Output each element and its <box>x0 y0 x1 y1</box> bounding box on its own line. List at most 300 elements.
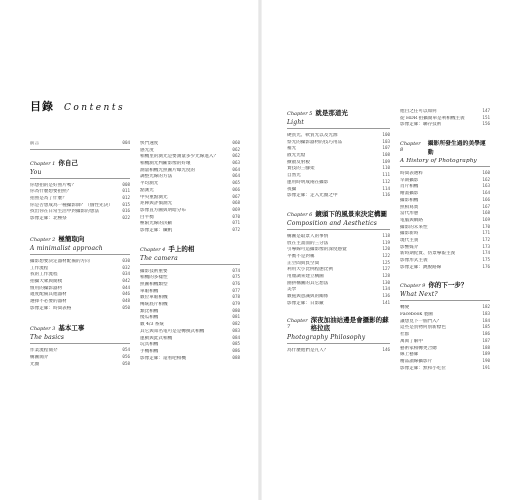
divider <box>287 343 390 344</box>
toc-entry <box>400 324 490 331</box>
toc-entry <box>400 237 490 244</box>
toc-entry-title: 攝影技術重要 <box>140 268 168 274</box>
toc-entry <box>140 173 240 180</box>
toc-entry-page: 067 <box>232 193 240 199</box>
toc-entry-title: 構圖是取景人的事情 <box>287 233 329 239</box>
toc-entry <box>400 304 490 311</box>
toc-entry-page: 188 <box>482 344 490 350</box>
toc-entry <box>400 331 490 338</box>
chapter-2-heading <box>30 234 130 243</box>
toc-entry <box>140 328 240 335</box>
toc-entry-title: 時間表選粹 <box>400 171 423 177</box>
divider <box>30 343 130 344</box>
chapter-6 <box>287 209 390 307</box>
toc-entry-page: 050 <box>122 304 130 310</box>
contents-heading <box>30 98 125 114</box>
chapter-label: Chapter 9 <box>400 283 426 290</box>
chapter-title: 鏡頭下的風景來決定構圖 <box>315 209 387 218</box>
chapter-subtitle: You <box>30 168 42 176</box>
toc-entry-title: 藝術家相轉更合總 <box>400 345 437 351</box>
toc-entry <box>140 140 240 147</box>
chapter-3-entries <box>30 347 130 367</box>
toc-entry-title: 攝影想要決定器材配備的方向 <box>30 258 90 264</box>
toc-entry-title: 照相寫實 <box>400 204 419 210</box>
toc-entry <box>287 165 390 172</box>
toc-entry-page: 078 <box>232 294 240 300</box>
toc-entry <box>140 187 240 194</box>
toc-entry-title: 相機里的測光是要測量多少光線進入？ <box>140 154 219 160</box>
toc-entry-page: 141 <box>382 299 390 305</box>
toc-entry <box>140 301 240 308</box>
toc-entry-page: 183 <box>482 311 490 317</box>
toc-entry <box>400 170 490 177</box>
toc-entry-title: 拍照是為了什麼？ <box>30 196 67 202</box>
toc-entry-page: 164 <box>482 190 490 196</box>
toc-entry-title: 影像走廊：跳脫路線 <box>400 264 442 270</box>
toc-entry-page: 184 <box>482 317 490 323</box>
chapter-title: 手上的相 <box>168 244 195 253</box>
chapter-label: Chapter 8 <box>400 141 421 154</box>
toc-entry-title: 選擇不必要的器材 <box>30 298 67 304</box>
toc-entry-title: 繪畫攝影 <box>400 191 419 197</box>
toc-entry <box>140 167 240 174</box>
toc-entry-title: 你想拍的是好照片嗎？ <box>30 182 76 188</box>
toc-entry-title: 線上藝廊 <box>400 352 419 358</box>
toc-entry <box>30 258 130 265</box>
chapter-1-entries <box>30 182 130 222</box>
toc-entry-title: 中央重點測光 <box>140 194 168 200</box>
toc-entry <box>30 140 130 147</box>
toc-group-preface <box>30 140 130 147</box>
chapter-label: Chapter 1 <box>30 160 56 167</box>
divider <box>400 300 490 301</box>
chapter-3-heading <box>30 323 130 332</box>
toc-entry <box>140 207 240 214</box>
toc-entry-title: 電腦與網路 <box>400 217 423 223</box>
chapter-label: Chapter 3 <box>30 326 56 333</box>
toc-entry-title: 當代形態 <box>400 211 419 217</box>
toc-entry-page: 069 <box>232 206 240 212</box>
toc-entry-page: 185 <box>482 324 490 330</box>
toc-entry <box>287 286 390 293</box>
chapter-8-heading <box>400 138 490 156</box>
chapter-5-heading <box>287 108 390 117</box>
toc-entry-title: 快門速度 <box>140 141 159 146</box>
toc-entry <box>287 145 390 152</box>
toc-entry-page: 110 <box>382 165 390 171</box>
toc-entry-page: 015 <box>122 201 130 207</box>
chapter-8 <box>400 138 490 270</box>
toc-entry <box>287 159 390 166</box>
toc-entry-title: 影像走廊：時間表格 <box>30 305 72 311</box>
toc-entry-title: 相機測光判斷影像的好壞 <box>140 161 191 167</box>
toc-entry <box>30 354 130 361</box>
toc-entry-title: 玩具相機 <box>140 342 159 348</box>
toc-entry-page: 128 <box>382 273 390 278</box>
toc-entry-title: 矩陣與評價測光 <box>140 201 173 207</box>
contents-title-en: Contents <box>64 103 126 113</box>
toc-entry-page: 174 <box>482 250 490 256</box>
toc-entry-page: 046 <box>122 291 130 297</box>
toc-entry-page: 120 <box>382 246 390 252</box>
toc-column-3 <box>287 108 390 354</box>
toc-entry-page: 081 <box>232 314 240 320</box>
toc-entry <box>287 192 390 199</box>
toc-entry-page: 064 <box>232 166 240 172</box>
toc-entry <box>400 351 490 358</box>
toc-entry-page: 136 <box>382 293 390 299</box>
chapter-title: 你自己 <box>58 158 78 167</box>
toc-entry-title: 作業流程簡介 <box>30 348 58 354</box>
toc-entry-page: 044 <box>122 284 130 290</box>
toc-entry <box>400 204 490 211</box>
toc-entry-title: 工作流程 <box>30 265 49 271</box>
toc-entry <box>140 335 240 342</box>
toc-entry <box>287 233 390 240</box>
toc-entry <box>30 361 130 368</box>
toc-entry-title: 轉變 <box>400 305 410 311</box>
toc-entry-page: 074 <box>232 267 240 273</box>
chapter-9-heading <box>400 280 490 289</box>
chapter-subtitle: Composition and Aesthetics <box>287 219 378 227</box>
toc-entry-title: 構圖簡介 <box>30 355 49 360</box>
toc-entry-title: 影像走廊：無和小吃位 <box>400 365 446 371</box>
toc-entry-title: 類比相機 <box>140 308 159 314</box>
toc-entry-page: 169 <box>482 216 490 222</box>
contents-title-cn: 目錄 <box>30 100 54 113</box>
toc-entry <box>287 253 390 260</box>
toc-entry-title: 為什麼他們是凡人？ <box>287 348 329 354</box>
toc-entry-title: Facebook 製圖 <box>400 312 433 318</box>
toc-entry <box>400 210 490 217</box>
toc-entry-page: 062 <box>232 146 240 152</box>
toc-entry-title: 點測光 <box>140 187 154 193</box>
toc-entry <box>400 318 490 325</box>
toc-entry-title: 用顏調來建立構圖 <box>287 274 324 279</box>
toc-entry-page: 075 <box>232 274 240 280</box>
toc-entry <box>140 147 240 154</box>
toc-entry-page: 189 <box>482 351 490 357</box>
toc-entry-page: 034 <box>122 271 130 277</box>
toc-entry-page: 125 <box>382 259 390 265</box>
chapter-3-entries-continued <box>140 140 240 234</box>
chapter-4-entries <box>140 268 240 362</box>
divider <box>30 149 130 150</box>
toc-entry-title: 影像直方圖與明暗分布 <box>140 207 186 213</box>
toc-entry <box>400 197 490 204</box>
toc-entry-page: 022 <box>122 215 130 221</box>
toc-entry <box>287 179 390 186</box>
toc-entry <box>30 298 130 305</box>
chapter-1 <box>30 158 130 222</box>
toc-entry-title: 影像走廊：聯存技術 <box>400 122 442 128</box>
toc-entry-title: 攝影相機 <box>400 197 419 203</box>
toc-entry-title: 照圖相機類型 <box>140 282 168 287</box>
toc-entry <box>140 348 240 355</box>
toc-entry-page: 083 <box>232 327 240 333</box>
toc-column-2 <box>140 140 240 361</box>
toc-entry-title: 早期攝影 <box>400 177 419 183</box>
divider <box>140 264 240 265</box>
toc-entry <box>287 347 390 354</box>
toc-entry <box>287 132 390 139</box>
toc-entry <box>400 217 490 224</box>
toc-entry <box>30 182 130 189</box>
toc-entry <box>400 190 490 197</box>
toc-entry <box>400 338 490 345</box>
toc-entry-title: 我的工作流程 <box>30 272 58 278</box>
toc-entry-page: 186 <box>482 331 490 337</box>
toc-entry-title: 影像走廊：日影廠 <box>287 300 324 306</box>
toc-entry <box>400 121 490 128</box>
toc-entry-page: 176 <box>482 263 490 269</box>
toc-entry-page: 172 <box>482 236 490 242</box>
toc-entry <box>30 347 130 354</box>
toc-entry <box>140 308 240 315</box>
toc-entry <box>140 194 240 201</box>
toc-entry-title: 讓想見下一個門入？ <box>400 318 442 324</box>
toc-entry-page: 103 <box>382 138 390 144</box>
toc-entry <box>30 305 130 312</box>
toc-entry-page: 156 <box>482 121 490 127</box>
toc-entry <box>140 281 240 288</box>
toc-entry <box>400 358 490 365</box>
toc-entry-title: 擴散反射板 <box>287 159 310 165</box>
toc-entry-title: 單眼相機 <box>140 288 159 294</box>
toc-entry <box>140 314 240 321</box>
toc-entry-title: 感光度 <box>140 147 154 153</box>
toc-entry <box>287 280 390 287</box>
toc-entry <box>400 183 490 190</box>
toc-entry-title: 肖片相機 <box>400 184 419 190</box>
toc-entry <box>140 153 240 160</box>
toc-entry-page: 072 <box>232 226 240 232</box>
chapter-8-entries <box>400 170 490 270</box>
chapter-9-entries <box>400 304 490 371</box>
toc-column-1 <box>30 140 130 367</box>
toc-entry-page: 108 <box>382 152 390 158</box>
chapter-4 <box>140 244 240 362</box>
toc-entry-page: 130 <box>382 279 390 285</box>
toc-entry <box>140 220 240 227</box>
toc-entry-title: 社群 <box>400 332 410 338</box>
toc-entry <box>140 227 240 234</box>
toc-entry <box>400 244 490 251</box>
divider <box>400 166 490 167</box>
divider <box>30 178 130 179</box>
chapter-title: 就是那道光 <box>315 109 348 117</box>
toc-entry-title: 你為什麼想要拍照？ <box>30 189 72 195</box>
toc-entry <box>287 300 390 307</box>
divider <box>30 254 130 255</box>
toc-entry <box>287 266 390 273</box>
toc-entry-title: 精品讀線攝影片 <box>400 358 433 364</box>
chapter-5 <box>287 108 390 199</box>
toc-entry-page: 116 <box>382 192 390 198</box>
chapter-1-heading <box>30 158 130 167</box>
toc-entry-title: 白平衡 <box>140 214 154 220</box>
chapter-title: 基本工事 <box>58 324 85 333</box>
toc-entry-page: 147 <box>482 108 490 113</box>
toc-entry-title: 放在主畫面的三分法 <box>287 240 329 246</box>
toc-entry-page: 175 <box>482 257 490 262</box>
toc-entry-page: 182 <box>482 304 490 310</box>
chapter-subtitle: What Next? <box>400 291 438 299</box>
toc-entry-title: 自然光 <box>287 173 301 179</box>
toc-entry <box>400 311 490 318</box>
toc-entry-page: 166 <box>482 196 490 202</box>
toc-column-4 <box>400 108 490 371</box>
toc-entry-page: 114 <box>382 185 390 191</box>
chapter-subtitle: The camera <box>140 254 178 262</box>
toc-entry-title: 引導線可造攝影像的深度感覺 <box>287 247 347 253</box>
toc-entry <box>140 180 240 187</box>
book-fold <box>258 0 262 500</box>
toc-entry <box>140 294 240 301</box>
toc-entry-page: 048 <box>122 297 130 303</box>
toc-entry-title: 補光 <box>287 146 297 152</box>
toc-entry-title: 調整光線的方法 <box>140 174 173 180</box>
toc-entry-page: 151 <box>482 114 490 120</box>
toc-entry-page: 170 <box>482 223 490 229</box>
toc-entry-page: 168 <box>482 210 490 216</box>
toc-entry-page: 167 <box>482 203 490 209</box>
toc-entry-page: 127 <box>382 266 390 272</box>
toc-entry <box>400 230 490 237</box>
toc-entry-page: 063 <box>232 160 240 166</box>
chapter-6-heading <box>287 209 390 218</box>
toc-entry <box>400 115 490 122</box>
toc-entry-title: 平均測光 <box>140 181 159 187</box>
chapter-label: Chapter 4 <box>140 246 166 253</box>
toc-entry-page: 016 <box>122 208 130 214</box>
toc-entry-title: 實技的三腳架 <box>287 166 315 172</box>
toc-entry-title: 新時期紀實、仿景導報主義 <box>400 251 456 257</box>
toc-entry-page: 071 <box>232 220 240 226</box>
toc-entry-page: 111 <box>382 172 390 178</box>
toc-entry-page: 082 <box>232 321 240 327</box>
toc-entry-page: 163 <box>482 183 490 189</box>
chapter-subtitle: Photography Philosophy <box>287 334 366 342</box>
toc-entry-title: 找出你在日常生活中對攝影的想法 <box>30 209 99 215</box>
chapter-9 <box>400 280 490 371</box>
chapter-7-heading <box>287 316 390 332</box>
toc-entry-page: 134 <box>382 286 390 292</box>
toc-entry-title: 攝影新時 <box>400 231 419 237</box>
chapter-7-entries-continued <box>400 108 490 128</box>
toc-entry-page: 065 <box>232 180 240 186</box>
toc-entry-title: 美學 <box>287 287 297 293</box>
toc-entry <box>287 273 390 280</box>
toc-entry-title: 他白之任可以如何 <box>400 109 437 114</box>
toc-entry <box>30 202 130 209</box>
toc-entry-page: 109 <box>382 158 390 164</box>
chapter-label: Chapter 7 <box>287 318 308 331</box>
toc-entry <box>287 172 390 179</box>
toc-entry-title: 這些是質物何別新標色 <box>400 325 446 331</box>
toc-entry-page: 191 <box>482 364 490 370</box>
chapter-2 <box>30 234 130 312</box>
toc-entry-title: 攝影的未來性 <box>400 224 428 230</box>
toc-entry <box>287 260 390 267</box>
toc-entry-page: 171 <box>482 230 490 236</box>
toc-entry <box>30 215 130 222</box>
toc-entry <box>30 271 130 278</box>
divider <box>287 128 390 129</box>
chapter-5-entries <box>287 132 390 199</box>
chapter-3 <box>30 323 130 367</box>
toc-entry-page: 190 <box>482 357 490 363</box>
chapter-title: 極簡取向 <box>58 234 85 243</box>
toc-entry-title: 平衡不是對稱 <box>287 253 315 259</box>
toc-entry-title: 其它與知名電可是是轉換式相機 <box>140 328 205 334</box>
toc-entry-page: 012 <box>122 195 130 201</box>
toc-entry-page: 187 <box>482 337 490 343</box>
toc-entry-title: 影像走廊：還看吧相機 <box>140 355 186 361</box>
toc-entry-title: 硬質光、軟質光以及光源 <box>287 133 338 138</box>
toc-entry <box>400 108 490 115</box>
toc-entry-title: 運用時明成兩在攝影 <box>287 179 329 185</box>
toc-entry <box>400 250 490 257</box>
divider <box>287 229 390 230</box>
toc-entry <box>140 288 240 295</box>
toc-entry <box>30 195 130 202</box>
toc-entry-title: 現代主義 <box>400 237 419 243</box>
chapter-label: Chapter 6 <box>287 211 313 218</box>
toc-entry-page: 107 <box>382 145 390 151</box>
chapter-6-entries <box>287 233 390 307</box>
toc-entry-page: 100 <box>382 132 390 137</box>
toc-entry <box>287 139 390 146</box>
toc-entry-page: 160 <box>482 170 490 176</box>
toc-entry-page: 070 <box>232 213 240 219</box>
toc-entry <box>400 257 490 264</box>
toc-entry-page: 173 <box>482 243 490 249</box>
toc-entry <box>30 208 130 215</box>
toc-entry-page: 079 <box>232 301 240 307</box>
toc-entry-page: 054 <box>122 347 130 353</box>
chapter-title: 你的下一步？ <box>428 281 468 290</box>
toc-entry-title: 數 4/3 系統 <box>140 322 165 328</box>
toc-entry-page: 084 <box>232 334 240 340</box>
toc-entry-title: 數位單眼相機 <box>140 295 168 301</box>
toc-entry <box>140 341 240 348</box>
toc-entry <box>140 268 240 275</box>
toc-entry <box>400 264 490 271</box>
toc-entry-page: 122 <box>382 252 390 258</box>
toc-entry-title: 傻瓜相機 <box>140 315 159 321</box>
toc-entry-title: 察光的攝影器材的技巧用品 <box>287 139 343 145</box>
toc-entry <box>30 188 130 195</box>
toc-entry-title: 測量相機光照圖片曝光度的 <box>140 167 196 173</box>
toc-entry-title: 影像走廊：北極祭 <box>30 216 67 222</box>
toc-entry-page: 080 <box>232 307 240 313</box>
chapter-7 <box>287 316 390 354</box>
toc-entry-page: 118 <box>382 232 390 238</box>
toc-entry <box>30 285 130 292</box>
toc-entry-title: 影像形式主義 <box>400 258 428 263</box>
toc-entry-title: 影響媒介 <box>400 244 419 250</box>
toc-entry <box>400 345 490 352</box>
toc-entry <box>140 160 240 167</box>
toc-entry <box>140 321 240 328</box>
chapter-title: 深夜加油站邊是會攝影的蘇格拉底 <box>310 316 389 333</box>
chapter-2-entries <box>30 258 130 312</box>
toc-entry-title: 從 HDR 拍攝簡單是利相機主義 <box>400 115 465 121</box>
chapter-4-heading <box>140 244 240 253</box>
toc-entry-page: 011 <box>122 188 130 194</box>
chapter-label: Chapter 2 <box>30 236 56 243</box>
